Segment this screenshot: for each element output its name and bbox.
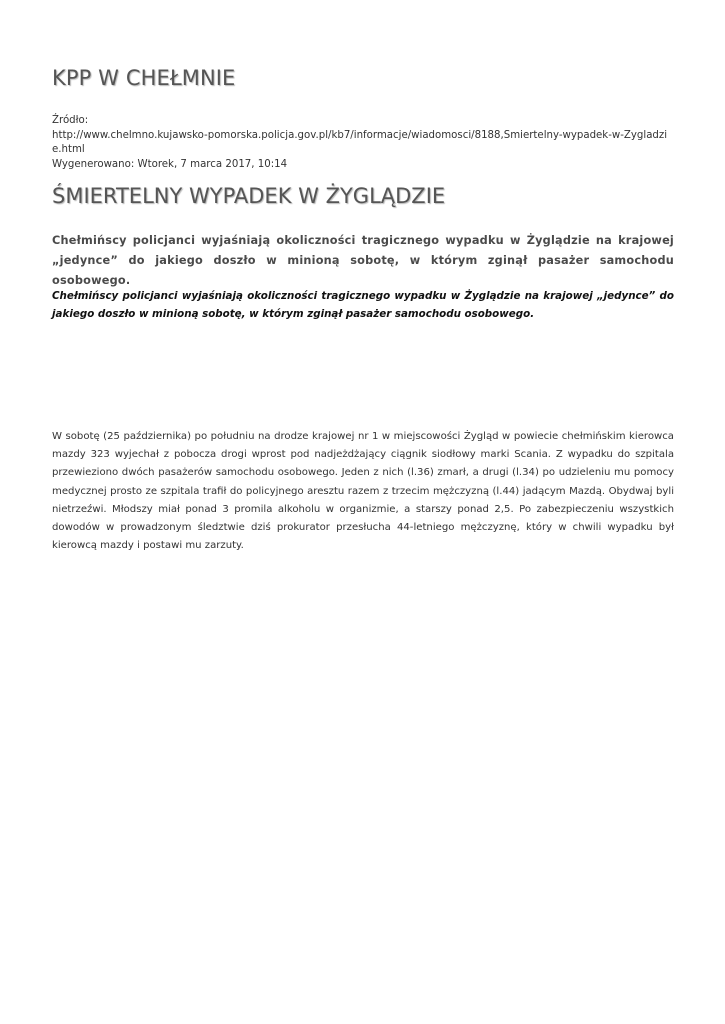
article-lead-italic: Chełmińscy policjanci wyjaśniają okoliczności tragicznego wypadku w Żyglądzie na krajowej „jedynce” do jakiego doszło w minioną sobotę, w którym zginął pasażer samochodu osobowego.	[52, 290, 674, 320]
source-label: Źródło:	[52, 115, 89, 126]
source-url: http://www.chelmno.kujawsko-pomorska.policja.gov.pl/kb7/informacje/wiadomosci/8188,Smiertelny-wypadek-w-Zygladzie.html	[52, 129, 668, 155]
article-lead: Chełmińscy policjanci wyjaśniają okoliczności tragicznego wypadku w Żyglądzie na krajowej „jedynce” do jakiego doszło w minioną sobotę, w którym zginął pasażer samochodu osobowego.	[52, 234, 674, 287]
article-body: W sobotę (25 października) po południu na drodze krajowej nr 1 w miejscowości Żygląd w powiecie chełmińskim kierowca mazdy 323 wyjechał z pobocza drogi wprost pod nadjeżdżający ciągnik siodłowy marki Scania. Z wypadku do szpitala przewieziono dwóch pasażerów samochodu osobowego. Jeden z nich (l.36) zmarł, a drugi (l.34) po udzieleniu mu pomocy medycznej prosto ze szpitala trafił do policyjnego aresztu razem z trzecim mężczyzną (l.44) jadącym Mazdą. Obydwaj byli nietrzeźwi. Młodszy miał ponad 3 promila alkoholu w organizmie, a starszy ponad 2,5. Po zabezpieczeniu wszystkich dowodów w prowadzonym śledztwie dziś prokurator przesłucha 44-letniego mężczyznę, który w chwili wypadku był kierowcą mazdy i postawi mu zarzuty.	[52, 431, 674, 552]
site-title: KPP W CHEŁMNIE	[52, 66, 236, 90]
generated-date: Wygenerowano: Wtorek, 7 marca 2017, 10:14	[52, 158, 288, 170]
document-meta	[52, 114, 674, 172]
article-title: ŚMIERTELNY WYPADEK W ŻYGLĄDZIE	[52, 184, 446, 208]
